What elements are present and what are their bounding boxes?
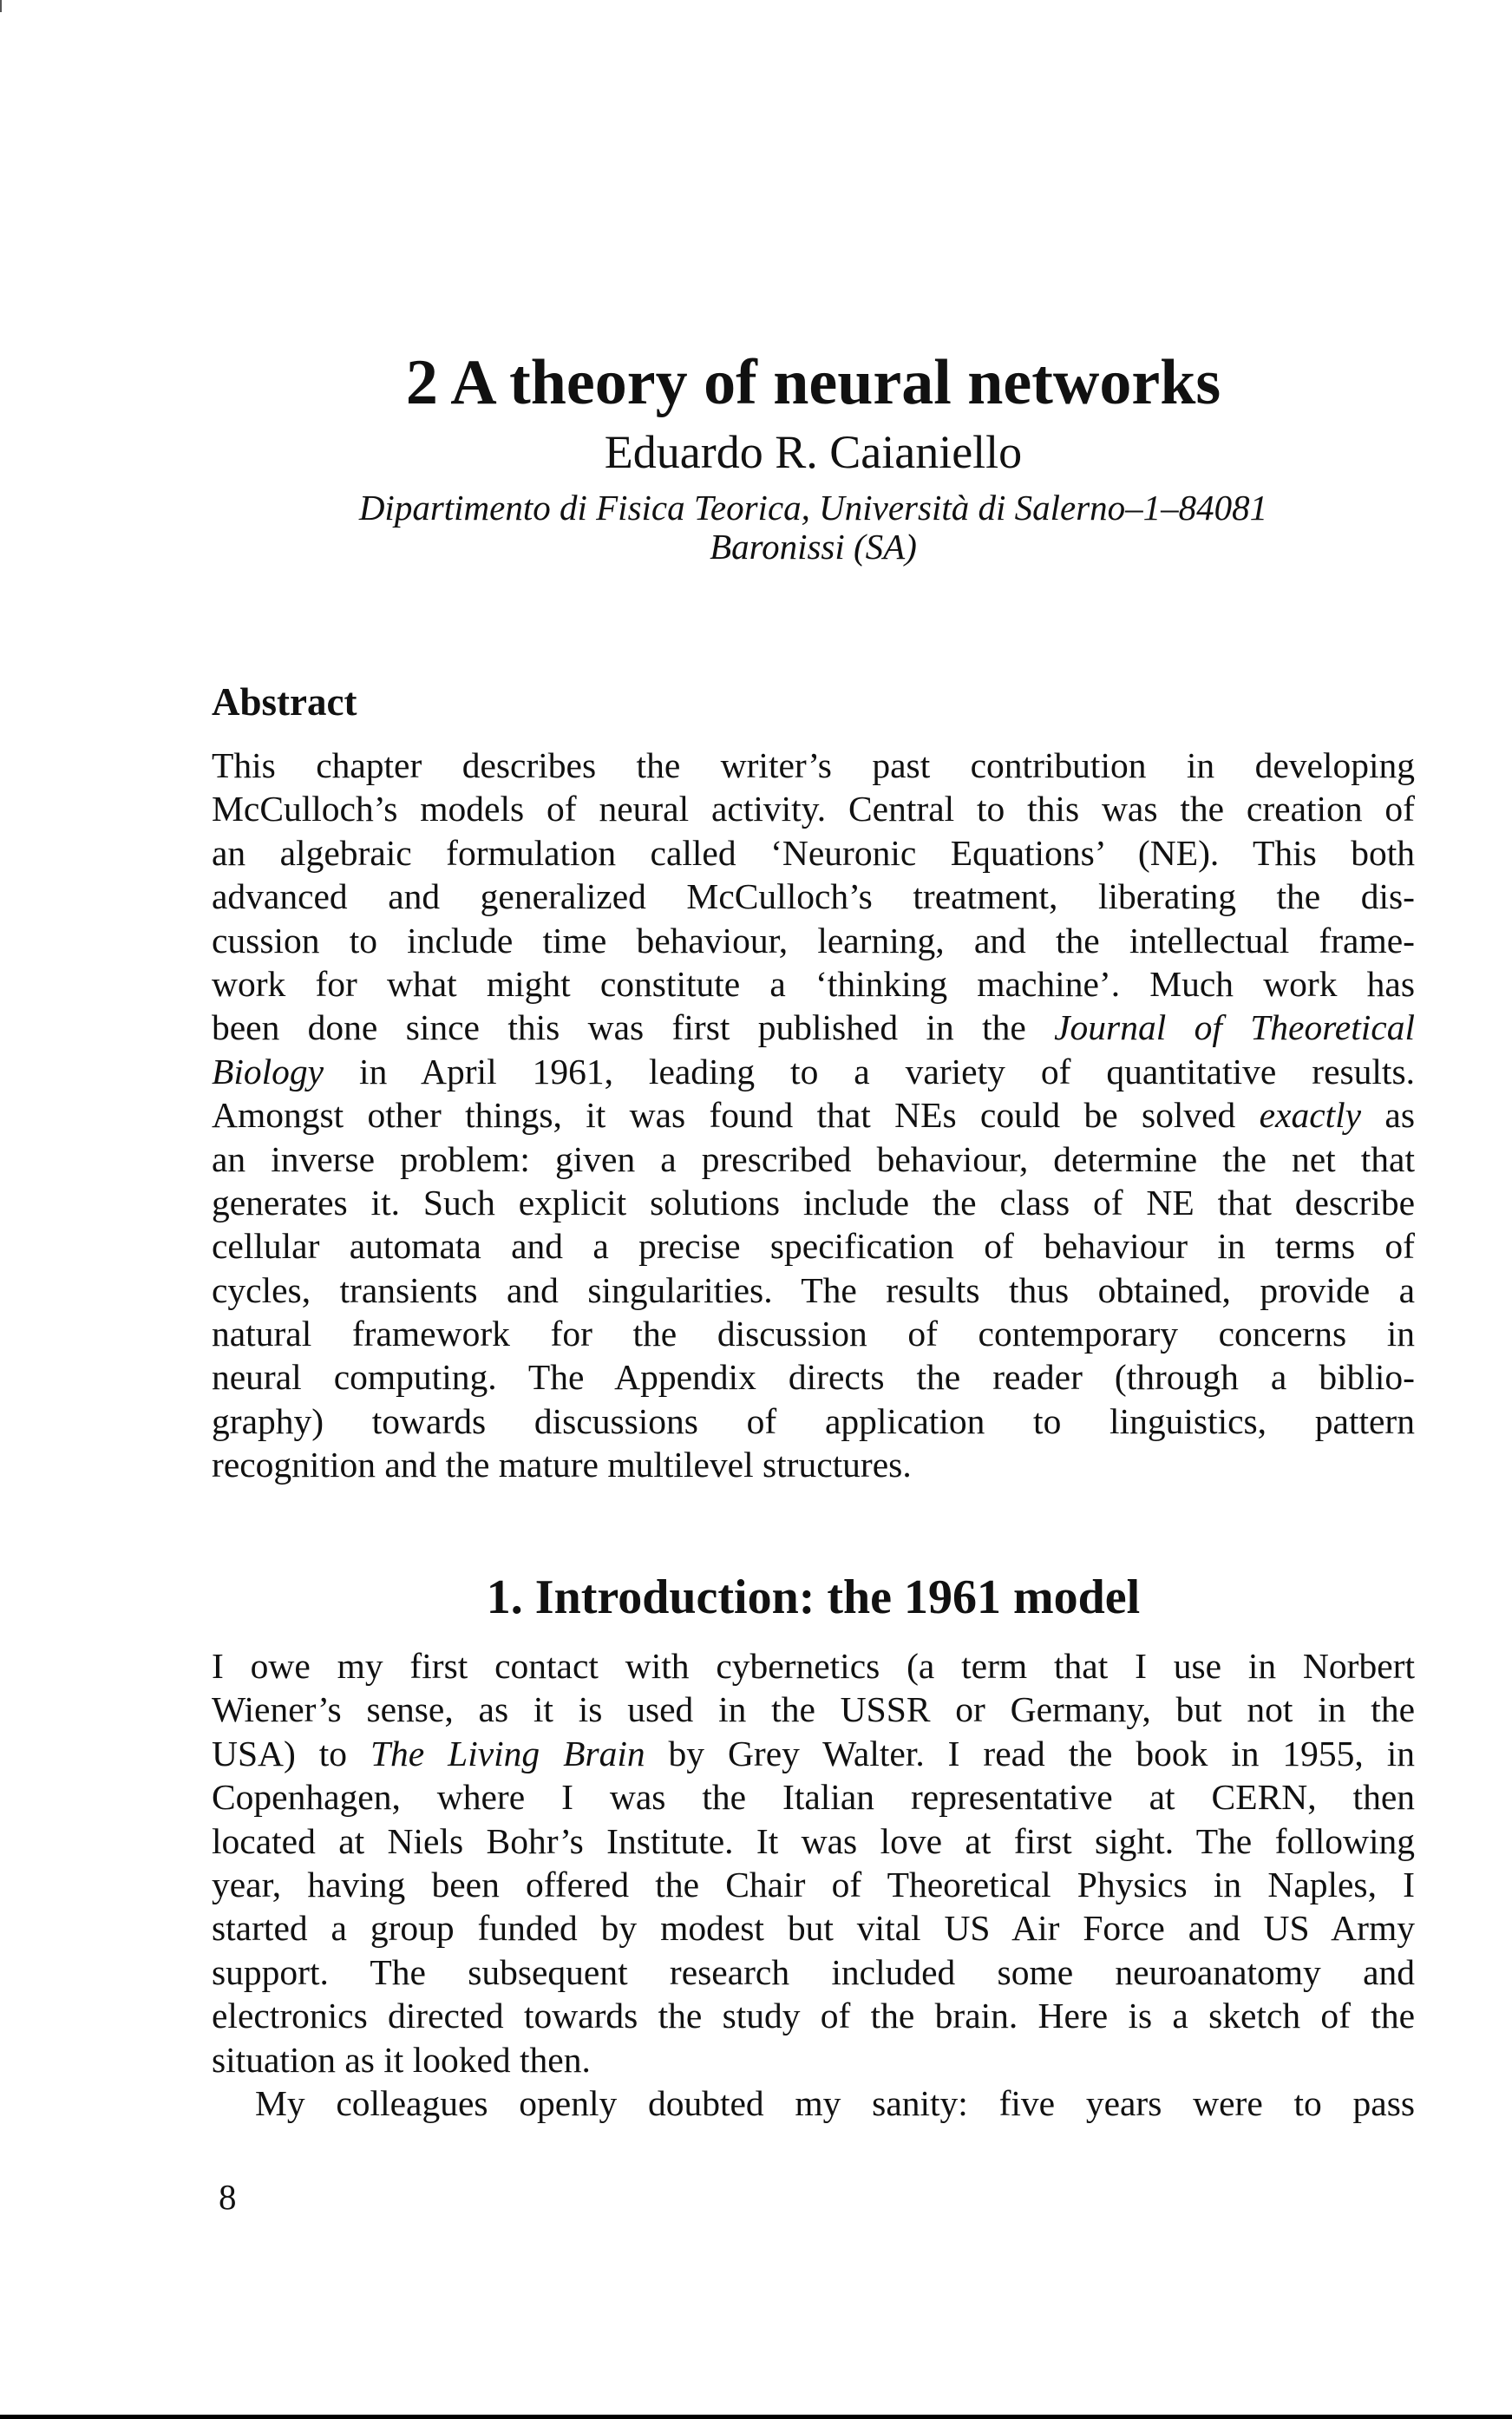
- text-segment: advanced and generalized McCulloch’s treatment, liberating the dis-: [212, 876, 1415, 917]
- text-segment: Wiener’s sense, as it is used in the USSR or Germany, but not in the: [212, 1689, 1415, 1730]
- text-line: [212, 1950, 1415, 1994]
- abstract-heading: Abstract: [212, 680, 357, 724]
- text-segment: an inverse problem: given a prescribed behaviour, determine the net that: [212, 1138, 1415, 1179]
- text-segment: cellular automata and a precise specification of behaviour in terms of: [212, 1226, 1415, 1267]
- text-segment: located at Niels Bohr’s Institute. It was love at first sight. The following: [212, 1820, 1415, 1861]
- text-segment: electronics directed towards the study of the brain. Here is a sketch of the: [212, 1996, 1415, 2036]
- text-line: [212, 1819, 1415, 1863]
- text-segment: been done since this was first published in the: [212, 1007, 1055, 1048]
- text-line: [212, 1355, 1415, 1399]
- text-line: [212, 2038, 1415, 2081]
- text-segment: situation as it looked then.: [212, 2039, 591, 2080]
- text-line: [212, 1644, 1415, 1688]
- page-number: 8: [219, 2177, 237, 2217]
- text-segment: neural computing. The Appendix directs the reader (through a biblio-: [212, 1357, 1415, 1398]
- text-line: [212, 1224, 1415, 1268]
- text-segment: Copenhagen, where I was the Italian representative at CERN, then: [212, 1777, 1415, 1818]
- text-line: [212, 831, 1415, 875]
- text-segment: generates it. Such explicit solutions include the class of NE that describe: [212, 1182, 1415, 1223]
- text-line: [212, 1688, 1415, 1731]
- text-segment: natural framework for the discussion of contemporary concerns in: [212, 1314, 1415, 1354]
- scan-edge-mark: [0, 0, 2, 12]
- text-line: [212, 1006, 1415, 1049]
- text-line: [212, 744, 1415, 787]
- text-segment: graphy) towards discussions of application to linguistics, pattern: [212, 1400, 1415, 1441]
- text-line: [212, 962, 1415, 1006]
- text-line: [212, 1732, 1415, 1775]
- affiliation-line-2: Baronissi (SA): [710, 527, 917, 567]
- text-segment: USA) to: [212, 1733, 370, 1773]
- text-segment: cycles, transients and singularities. The results thus obtained, provide a: [212, 1269, 1415, 1310]
- italic-text: Journal of Theoretical: [1054, 1007, 1415, 1048]
- italic-text: The Living Brain: [370, 1733, 645, 1773]
- text-line: [212, 1181, 1415, 1224]
- text-segment: Amongst other things, it was found that NEs could be solved: [212, 1095, 1260, 1136]
- italic-text: Biology: [212, 1051, 324, 1092]
- text-segment: an algebraic formulation called ‘Neuronic Equations’ (NE). This both: [212, 832, 1415, 873]
- abstract-body: [212, 744, 1415, 1487]
- text-line: [212, 1443, 1415, 1486]
- author-name: Eduardo R. Caianiello: [604, 426, 1023, 478]
- section-heading: 1. Introduction: the 1961 model: [486, 1570, 1141, 1624]
- text-line: [212, 1137, 1415, 1181]
- text-line: [212, 1400, 1415, 1443]
- text-segment: year, having been offered the Chair of Theoretical Physics in Naples, I: [212, 1864, 1415, 1904]
- text-segment: My colleagues openly doubted my sanity: five years were to pass: [255, 2082, 1415, 2123]
- text-segment: as: [1361, 1095, 1415, 1136]
- text-segment: cussion to include time behaviour, learning, and the intellectual frame-: [212, 920, 1415, 960]
- italic-text: exactly: [1259, 1095, 1362, 1136]
- text-line: [212, 1994, 1415, 2037]
- text-segment: recognition and the mature multilevel structures.: [212, 1445, 912, 1485]
- text-line: [212, 1312, 1415, 1355]
- scan-bottom-edge: [0, 2415, 1512, 2419]
- text-line: [212, 787, 1415, 830]
- text-line: [212, 1906, 1415, 1950]
- text-segment: in April 1961, leading to a variety of quantitative results.: [324, 1051, 1415, 1092]
- text-segment: by Grey Walter. I read the book in 1955, in: [645, 1733, 1415, 1773]
- text-line: [212, 875, 1415, 918]
- affiliation-line-1: Dipartimento di Fisica Teorica, Università di Salerno–1–84081: [358, 488, 1268, 528]
- text-line: [212, 919, 1415, 962]
- chapter-title: 2 A theory of neural networks: [405, 347, 1221, 418]
- introduction-body: [212, 1644, 1415, 2125]
- text-segment: work for what might constitute a ‘thinking machine’. Much work has: [212, 963, 1415, 1004]
- text-line: [212, 1268, 1415, 1312]
- text-segment: I owe my first contact with cybernetics (a term that I use in Norbert: [212, 1646, 1415, 1686]
- text-segment: McCulloch’s models of neural activity. Central to this was the creation of: [212, 789, 1415, 829]
- text-segment: This chapter describes the writer’s past contribution in developing: [212, 745, 1415, 785]
- text-segment: support. The subsequent research included some neuroanatomy and: [212, 1951, 1415, 1992]
- text-line: [212, 1093, 1415, 1137]
- text-line: [212, 2081, 1415, 2125]
- text-line: [212, 1863, 1415, 1906]
- text-line: [212, 1050, 1415, 1093]
- text-segment: started a group funded by modest but vital US Air Force and US Army: [212, 1908, 1415, 1949]
- text-line: [212, 1775, 1415, 1819]
